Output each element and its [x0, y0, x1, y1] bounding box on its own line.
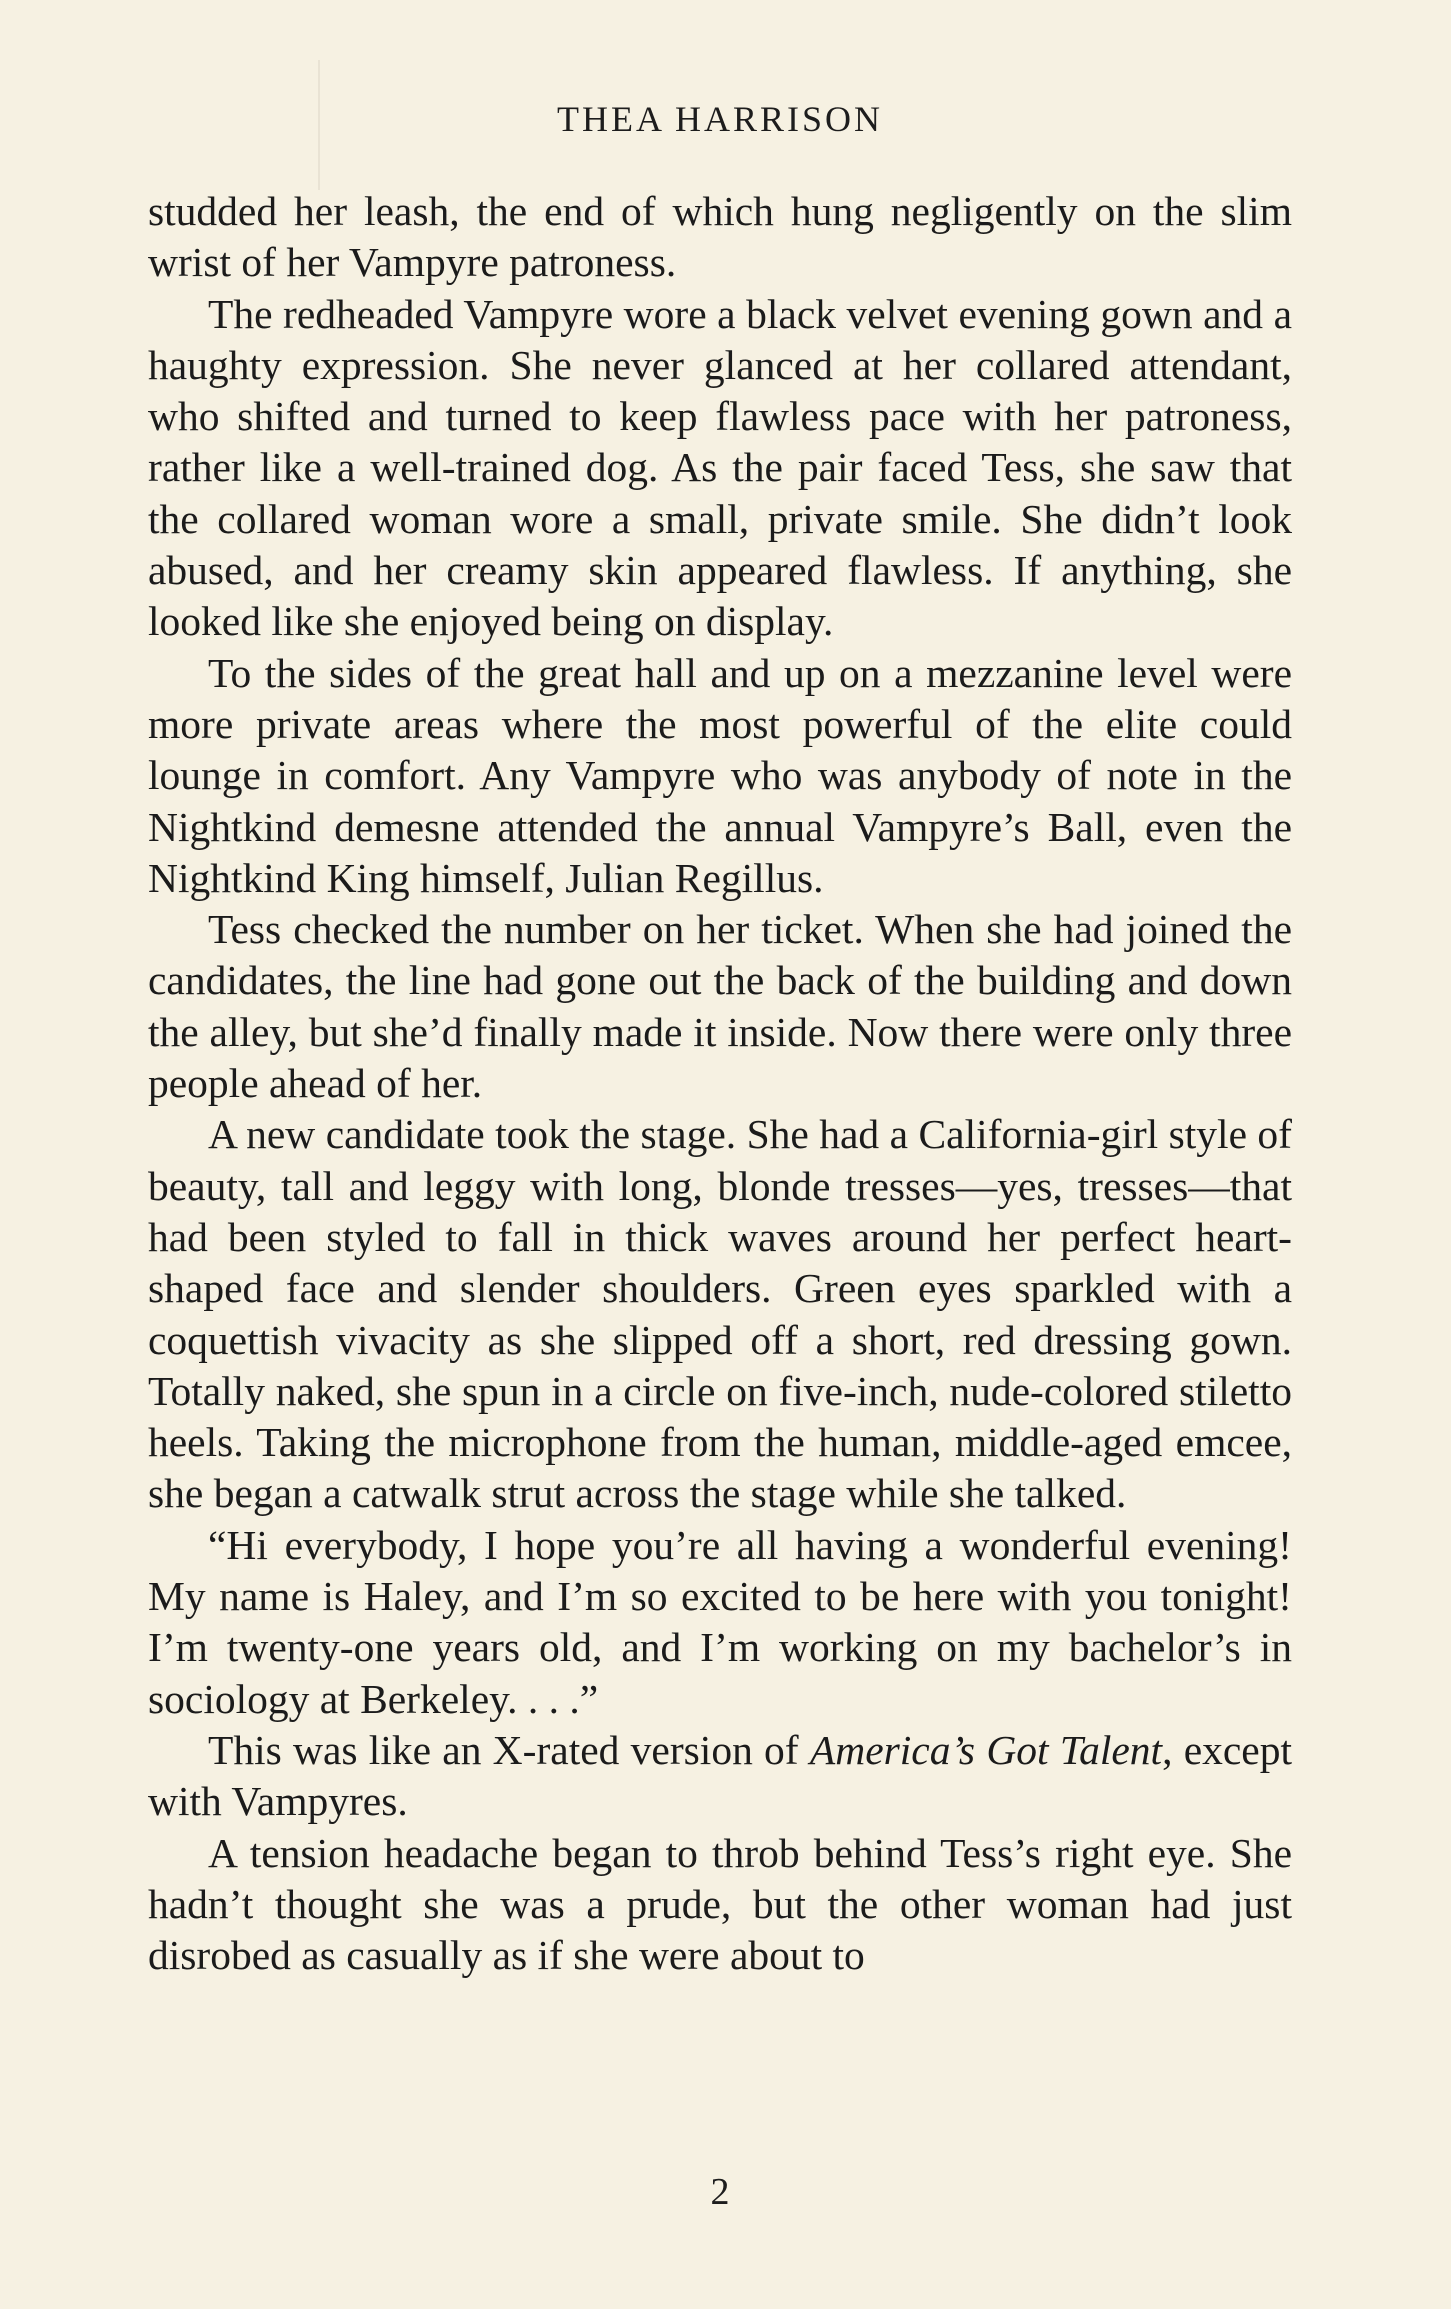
paragraph-7-before: This was like an X-rated version of [208, 1726, 810, 1773]
body-text [148, 186, 1292, 1981]
paragraph-5: A new candidate took the stage. She had a California-girl style of beauty, tall and leggy with long, blonde tresses—yes, tresses—that had been styled to fall in thick waves around her perfect heart-shaped face and slender shoulders. Green eyes sparkled with a coquettish vivacity as she slipped off a short, red dressing gown. Totally naked, she spun in a circle on five-inch, nude-colored stiletto heels. Taking the microphone from the human, middle-aged emcee, she began a catwalk strut across the stage while she talked. [148, 1111, 1292, 1517]
paragraph-2: The redheaded Vampyre wore a black velvet evening gown and a haughty expression. She never glanced at her collared attendant, who shifted and turned to keep flawless pace with her patroness, rather like a well-trained dog. As the pair faced Tess, she saw that the collared woman wore a small, private smile. She didn’t look abused, and her creamy skin appeared flawless. If anything, she looked like she enjoyed being on display. [148, 290, 1292, 645]
running-head: THEA HARRISON [556, 99, 883, 139]
paragraph-1: studded her leash, the end of which hung negligently on the slim wrist of her Vampyre patroness. [148, 188, 1292, 286]
show-title: America’s Got Talent [809, 1726, 1163, 1773]
paragraph-7-after: , except with Vampyres. [148, 1726, 1292, 1825]
paragraph-4: Tess checked the number on her ticket. When she had joined the candidates, the line had gone out the back of the building and down the alley, but she’d finally made it inside. Now there were only three people ahead of her. [148, 906, 1292, 1107]
page-number: 2 [710, 2171, 730, 2213]
paragraph-8: A tension headache began to throb behind Tess’s right eye. She hadn’t thought she was a prude, but the other woman had just disrobed as casually as if she were about to [148, 1829, 1292, 1979]
paragraph-6: “Hi everybody, I hope you’re all having a wonderful evening! My name is Haley, and I’m so excited to be here with you tonight! I’m twenty-one years old, and I’m working on my bachelor’s in sociology at Berkeley. . . .” [148, 1521, 1292, 1722]
paragraph-3: To the sides of the great hall and up on a mezzanine level were more private areas where the most powerful of the elite could lounge in comfort. Any Vampyre who was anybody of note in the Nightkind demesne attended the annual Vampyre’s Ball, even the Nightkind King himself, Julian Regillus. [148, 649, 1292, 901]
paragraph-7 [148, 1725, 1292, 1828]
